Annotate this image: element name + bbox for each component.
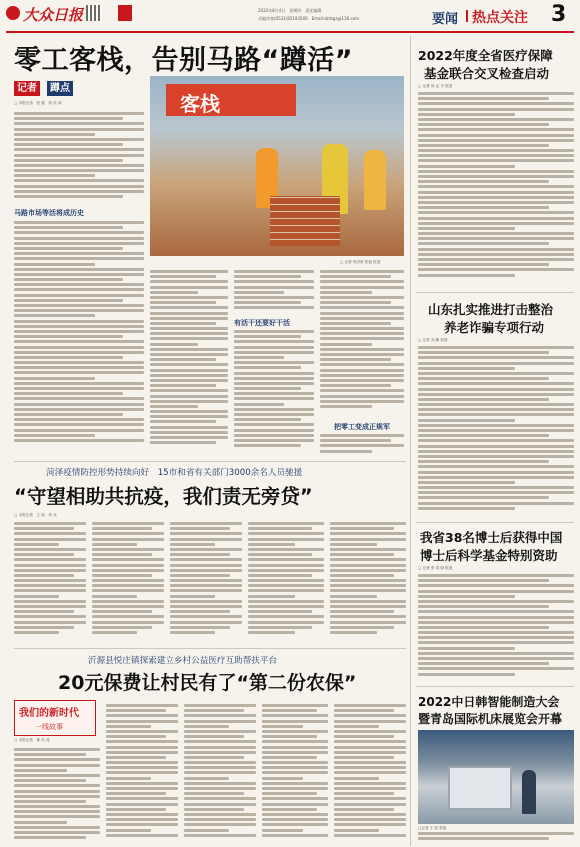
logo-emblem-icon (6, 6, 20, 20)
photo-brick-wall (270, 196, 340, 246)
masthead-rule (6, 31, 574, 33)
lead-body-col-2 (150, 270, 228, 457)
right-headline-3b: 博士后科学基金特别资助 (420, 548, 558, 563)
lead-byline: □ 本报记者 张 磊 郭 洪 涛 (14, 101, 62, 105)
lead-subhead-3: 把零工变成正规军 (334, 423, 390, 431)
lower-rule (14, 648, 406, 649)
insurance-byline: □ 本报记者 都 洪 涛 (14, 738, 50, 742)
right-headline-4b: 暨青岛国际机床展览会开幕 (418, 712, 563, 726)
right-headline-1b: 基金联合交叉检查启动 (424, 66, 550, 81)
right-headline-2b: 养老诈骗专项行动 (444, 320, 545, 335)
right-headline-3a: 我省38名博士后获得中国 (420, 530, 563, 545)
section-label: 要闻 (432, 12, 459, 27)
insurance-body-col-1 (14, 748, 100, 846)
insurance-body-col-3 (184, 704, 256, 846)
photo-worker-3 (364, 150, 386, 210)
lead-subhead-2: 有活干还要好干活 (234, 319, 290, 327)
reporter-tag: 记者 (14, 81, 40, 96)
right-headline-4a: 2022中日韩智能制造大会 (418, 695, 560, 709)
right-rule-2 (416, 522, 574, 523)
insurance-body-col-2 (106, 704, 178, 846)
section-divider (466, 10, 468, 22)
right-byline-3: □ 记者 张 春 晓 报道 (418, 566, 453, 570)
epidemic-body-col-2 (92, 522, 164, 642)
reporter-tag-2: 蹲点 (47, 81, 73, 96)
epidemic-headline: “守望相助共抗疫，我们责无旁贷” (14, 485, 313, 508)
epidemic-body-col-4 (248, 522, 324, 642)
epidemic-body-col-3 (170, 522, 242, 642)
column-label-sub: 一线故事 (35, 723, 63, 731)
epidemic-byline: □ 本报记者 王 凯 刘 兵 (14, 513, 57, 517)
right-body-1 (418, 92, 574, 288)
lead-body-col-4 (320, 270, 404, 418)
expo-caption-text (418, 832, 574, 846)
insurance-headline: 20元保费让村民有了“第二份农保” (58, 672, 357, 694)
masthead (0, 0, 580, 34)
paper-logo (6, 4, 84, 26)
lead-body-col-3 (234, 270, 314, 316)
lead-body-col-3b (234, 330, 314, 457)
section-title: 热点关注 (472, 10, 528, 26)
reporter-badge (14, 81, 84, 96)
contact-line: 采编审查(0531)85193500 Email:dzrbgs@126.com (258, 16, 359, 21)
expo-photo (418, 730, 574, 824)
page-number: 3 (551, 2, 567, 27)
lead-body-col-1a (14, 112, 144, 208)
lead-body-col-4b (320, 434, 404, 458)
column-label-title: 我们的新时代 (19, 708, 79, 719)
right-headline-2a: 山东扎实推进打击整治 (428, 302, 554, 317)
lead-photo (150, 76, 404, 256)
right-byline-1: □ 记者 徐 孟 平 报道 (418, 84, 453, 88)
insurance-body-col-5 (334, 704, 406, 846)
right-rule-3 (416, 686, 574, 687)
lead-caption: □ 记者 郭洪涛 张磊 报道 (340, 260, 381, 264)
right-headline-1a: 2022年度全省医疗保障 (418, 48, 553, 63)
right-rule-1 (416, 292, 574, 293)
lead-headline: 零工客栈，告别马路“蹲活” (14, 45, 353, 76)
right-body-3 (418, 574, 574, 682)
lead-subhead: 马路市场等活将成历史 (14, 209, 84, 217)
paper-name: 大众日报 (23, 6, 84, 24)
right-byline-2: □ 记者 刘 鹏 报道 (418, 338, 448, 342)
column-label-box (14, 700, 96, 736)
lead-body-col-1b (14, 221, 144, 457)
insurance-body-col-4 (262, 704, 328, 846)
insurance-kicker: 沂源县悦庄镇探索建立乡村公益医疗互助帮扶平台 (88, 656, 278, 666)
expo-machine (448, 766, 512, 810)
epidemic-kicker: 菏泽疫情防控形势持续向好 15市和省有关部门3000余名人员驰援 (46, 468, 303, 478)
epidemic-body-col-5 (330, 522, 406, 642)
expo-visitor (522, 770, 536, 814)
date-line: 2022年8月4日 星期四 责任编辑 (258, 8, 322, 13)
qr-code-icon (86, 5, 102, 21)
column-rule (410, 36, 411, 846)
mid-rule (14, 461, 406, 462)
app-badge (118, 5, 132, 21)
right-body-2 (418, 346, 574, 518)
epidemic-body-col-1 (14, 522, 86, 642)
expo-caption: □记者 王 凯 报道 (418, 826, 447, 830)
photo-sign-text: 客栈 (180, 92, 220, 116)
